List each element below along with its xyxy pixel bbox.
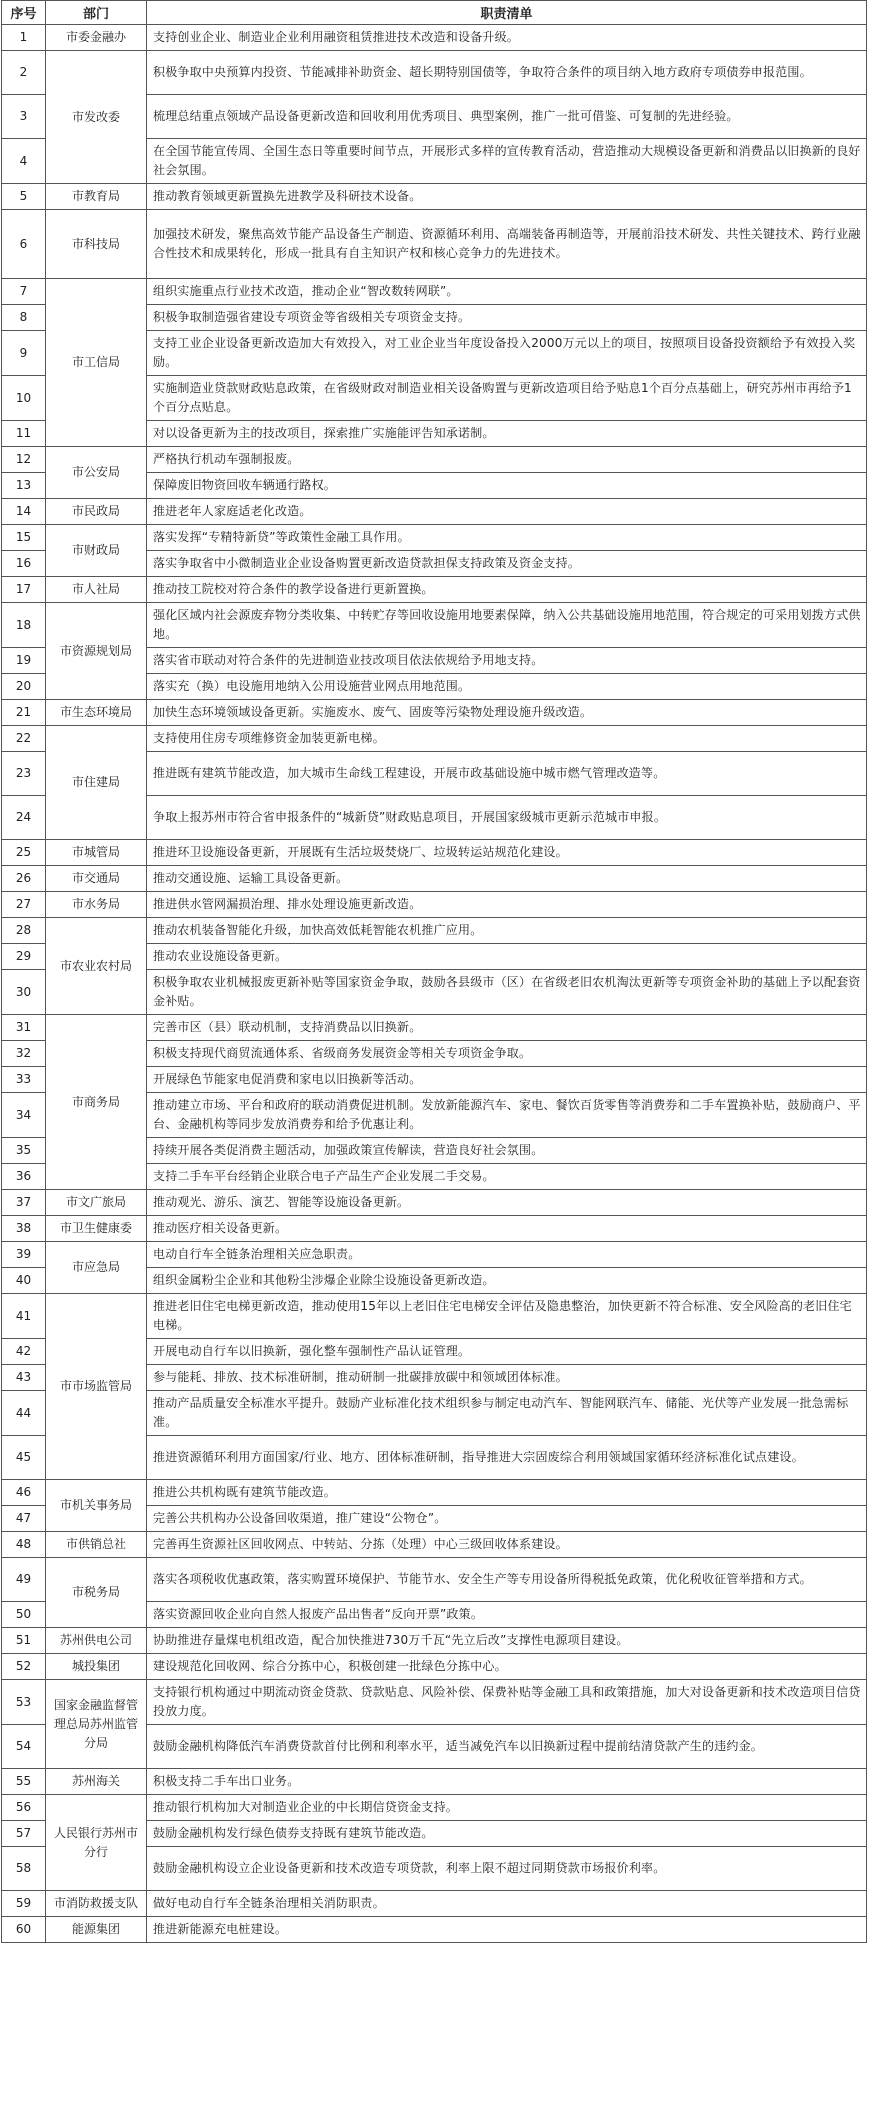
row-number: 11 <box>2 421 46 447</box>
table-row <box>2 1480 867 1506</box>
table-row <box>2 840 867 866</box>
duty-description: 对以设备更新为主的技改项目，探索推广实施能评告知承诺制。 <box>147 421 867 447</box>
row-number: 20 <box>2 674 46 700</box>
duty-description: 积极争取农业机械报废更新补贴等国家资金争取，鼓励各县级市（区）在省级老旧农机淘汰更新等专项资金补助的基础上予以配套资金补贴。 <box>147 970 867 1015</box>
duty-description: 加强技术研发，聚焦高效节能产品设备生产制造、资源循环利用、高端装备再制造等，开展前沿技术研发、共性关键技术、跨行业融合性技术和成果转化，形成一批具有自主知识产权和核心竞争力的先进技术。 <box>147 210 867 279</box>
row-number: 38 <box>2 1216 46 1242</box>
table-row <box>2 1795 867 1821</box>
department-cell: 苏州供电公司 <box>46 1628 147 1654</box>
table-row <box>2 866 867 892</box>
row-number: 57 <box>2 1821 46 1847</box>
row-number: 31 <box>2 1015 46 1041</box>
row-number: 47 <box>2 1506 46 1532</box>
row-number: 43 <box>2 1365 46 1391</box>
table-row <box>2 892 867 918</box>
table-row <box>2 25 867 51</box>
row-number: 25 <box>2 840 46 866</box>
department-cell: 市供销总社 <box>46 1532 147 1558</box>
row-number: 18 <box>2 603 46 648</box>
duty-description: 推动产品质量安全标准水平提升。鼓励产业标准化技术组织参与制定电动汽车、智能网联汽车、储能、光伏等产业发展一批急需标准。 <box>147 1391 867 1436</box>
row-number: 24 <box>2 796 46 840</box>
row-number: 49 <box>2 1558 46 1602</box>
duty-description: 推进资源循环利用方面国家/行业、地方、团体标准研制，指导推进大宗固废综合利用领域国家循环经济标准化试点建设。 <box>147 1436 867 1480</box>
table-row <box>2 1917 867 1943</box>
duty-description: 支持工业企业设备更新改造加大有效投入，对工业企业当年度设备投入2000万元以上的项目，按照项目设备投资额给予有效投入奖励。 <box>147 331 867 376</box>
table-row <box>2 1216 867 1242</box>
department-cell: 市民政局 <box>46 499 147 525</box>
row-number: 23 <box>2 752 46 796</box>
table-row <box>2 603 867 648</box>
duty-description: 推进环卫设施设备更新，开展既有生活垃圾焚烧厂、垃圾转运站规范化建设。 <box>147 840 867 866</box>
table-row <box>2 1242 867 1268</box>
row-number: 21 <box>2 700 46 726</box>
duty-description: 落实省市联动对符合条件的先进制造业技改项目依法依规给予用地支持。 <box>147 648 867 674</box>
duty-description: 组织实施重点行业技术改造，推动企业“智改数转网联”。 <box>147 279 867 305</box>
table-row <box>2 918 867 944</box>
row-number: 37 <box>2 1190 46 1216</box>
duty-description: 建设规范化回收网、综合分拣中心，积极创建一批绿色分拣中心。 <box>147 1654 867 1680</box>
row-number: 7 <box>2 279 46 305</box>
duty-description: 加快生态环境领域设备更新。实施废水、废气、固废等污染物处理设施升级改造。 <box>147 700 867 726</box>
row-number: 15 <box>2 525 46 551</box>
department-cell: 市财政局 <box>46 525 147 577</box>
department-cell: 市机关事务局 <box>46 1480 147 1532</box>
duty-description: 推动技工院校对符合条件的教学设备进行更新置换。 <box>147 577 867 603</box>
duty-description: 落实资源回收企业向自然人报废产品出售者“反向开票”政策。 <box>147 1602 867 1628</box>
duty-description: 推动建立市场、平台和政府的联动消费促进机制。发放新能源汽车、家电、餐饮百货零售等消费券和二手车置换补贴，鼓励商户、平台、金融机构等同步发放消费券和给予优惠让利。 <box>147 1093 867 1138</box>
table-row <box>2 1891 867 1917</box>
department-cell: 市委金融办 <box>46 25 147 51</box>
table-row <box>2 700 867 726</box>
department-cell: 市交通局 <box>46 866 147 892</box>
table-body <box>2 25 867 1943</box>
row-number: 30 <box>2 970 46 1015</box>
row-number: 39 <box>2 1242 46 1268</box>
duty-description: 做好电动自行车全链条治理相关消防职责。 <box>147 1891 867 1917</box>
duty-description: 支持创业企业、制造业企业利用融资租赁推进技术改造和设备升级。 <box>147 25 867 51</box>
row-number: 3 <box>2 95 46 139</box>
table-row <box>2 1015 867 1041</box>
row-number: 16 <box>2 551 46 577</box>
department-cell: 苏州海关 <box>46 1769 147 1795</box>
row-number: 9 <box>2 331 46 376</box>
department-cell: 市农业农村局 <box>46 918 147 1015</box>
duty-description: 支持使用住房专项维修资金加装更新电梯。 <box>147 726 867 752</box>
duty-description: 落实充（换）电设施用地纳入公用设施营业网点用地范围。 <box>147 674 867 700</box>
duty-description: 落实发挥“专精特新贷”等政策性金融工具作用。 <box>147 525 867 551</box>
department-cell: 市消防救援支队 <box>46 1891 147 1917</box>
row-number: 17 <box>2 577 46 603</box>
table-row <box>2 447 867 473</box>
department-cell: 国家金融监督管理总局苏州监管分局 <box>46 1680 147 1769</box>
department-cell: 市水务局 <box>46 892 147 918</box>
row-number: 50 <box>2 1602 46 1628</box>
duty-description: 持续开展各类促消费主题活动，加强政策宣传解读，营造良好社会氛围。 <box>147 1138 867 1164</box>
table-row <box>2 1654 867 1680</box>
table-row <box>2 210 867 279</box>
table-row <box>2 1558 867 1602</box>
duty-description: 完善再生资源社区回收网点、中转站、分拣（处理）中心三级回收体系建设。 <box>147 1532 867 1558</box>
row-number: 14 <box>2 499 46 525</box>
row-number: 4 <box>2 139 46 184</box>
department-cell: 市住建局 <box>46 726 147 840</box>
table-row <box>2 525 867 551</box>
department-cell: 市市场监管局 <box>46 1294 147 1480</box>
duty-description: 电动自行车全链条治理相关应急职责。 <box>147 1242 867 1268</box>
row-number: 54 <box>2 1725 46 1769</box>
department-cell: 能源集团 <box>46 1917 147 1943</box>
department-cell: 市发改委 <box>46 51 147 184</box>
department-cell: 市工信局 <box>46 279 147 447</box>
responsibility-table <box>1 0 867 1943</box>
table-row <box>2 279 867 305</box>
duty-description: 推动农机装备智能化升级，加快高效低耗智能农机推广应用。 <box>147 918 867 944</box>
table-row <box>2 51 867 95</box>
row-number: 40 <box>2 1268 46 1294</box>
table-row <box>2 1294 867 1339</box>
row-number: 58 <box>2 1847 46 1891</box>
duty-description: 推动交通设施、运输工具设备更新。 <box>147 866 867 892</box>
table-row <box>2 1680 867 1725</box>
duty-description: 开展绿色节能家电促消费和家电以旧换新等活动。 <box>147 1067 867 1093</box>
row-number: 12 <box>2 447 46 473</box>
row-number: 34 <box>2 1093 46 1138</box>
row-number: 41 <box>2 1294 46 1339</box>
duty-description: 鼓励金融机构降低汽车消费贷款首付比例和利率水平，适当减免汽车以旧换新过程中提前结清贷款产生的违约金。 <box>147 1725 867 1769</box>
department-cell: 市教育局 <box>46 184 147 210</box>
duty-description: 推动观光、游乐、演艺、智能等设施设备更新。 <box>147 1190 867 1216</box>
row-number: 13 <box>2 473 46 499</box>
row-number: 55 <box>2 1769 46 1795</box>
row-number: 45 <box>2 1436 46 1480</box>
duty-description: 积极争取制造强省建设专项资金等省级相关专项资金支持。 <box>147 305 867 331</box>
duty-description: 推动农业设施设备更新。 <box>147 944 867 970</box>
duty-description: 推进老旧住宅电梯更新改造，推动使用15年以上老旧住宅电梯安全评估及隐患整治，加快更新不符合标准、安全风险高的老旧住宅电梯。 <box>147 1294 867 1339</box>
duty-description: 推动教育领域更新置换先进教学及科研技术设备。 <box>147 184 867 210</box>
row-number: 48 <box>2 1532 46 1558</box>
row-number: 52 <box>2 1654 46 1680</box>
row-number: 27 <box>2 892 46 918</box>
department-cell: 市卫生健康委 <box>46 1216 147 1242</box>
duty-description: 积极支持现代商贸流通体系、省级商务发展资金等相关专项资金争取。 <box>147 1041 867 1067</box>
table-row <box>2 1628 867 1654</box>
duty-description: 组织金属粉尘企业和其他粉尘涉爆企业除尘设施设备更新改造。 <box>147 1268 867 1294</box>
table-row <box>2 1532 867 1558</box>
department-cell: 市人社局 <box>46 577 147 603</box>
row-number: 33 <box>2 1067 46 1093</box>
row-number: 5 <box>2 184 46 210</box>
row-number: 28 <box>2 918 46 944</box>
department-cell: 市税务局 <box>46 1558 147 1628</box>
table-row <box>2 1190 867 1216</box>
duty-description: 推进老年人家庭适老化改造。 <box>147 499 867 525</box>
row-number: 26 <box>2 866 46 892</box>
duty-description: 落实争取省中小微制造业企业设备购置更新改造贷款担保支持政策及资金支持。 <box>147 551 867 577</box>
row-number: 22 <box>2 726 46 752</box>
duty-description: 完善公共机构办公设备回收渠道，推广建设“公物仓”。 <box>147 1506 867 1532</box>
row-number: 60 <box>2 1917 46 1943</box>
duty-description: 协助推进存量煤电机组改造，配合加快推进730万千瓦“先立后改”支撑性电源项目建设。 <box>147 1628 867 1654</box>
duty-description: 积极支持二手车出口业务。 <box>147 1769 867 1795</box>
duty-description: 推动银行机构加大对制造业企业的中长期信贷资金支持。 <box>147 1795 867 1821</box>
row-number: 29 <box>2 944 46 970</box>
department-cell: 市资源规划局 <box>46 603 147 700</box>
header-no: 序号 <box>2 1 46 25</box>
department-cell: 市公安局 <box>46 447 147 499</box>
department-cell: 市生态环境局 <box>46 700 147 726</box>
row-number: 59 <box>2 1891 46 1917</box>
row-number: 46 <box>2 1480 46 1506</box>
table-row <box>2 1769 867 1795</box>
duty-description: 鼓励金融机构设立企业设备更新和技术改造专项贷款，利率上限不超过同期贷款市场报价利率。 <box>147 1847 867 1891</box>
duty-description: 保障废旧物资回收车辆通行路权。 <box>147 473 867 499</box>
duty-description: 支持银行机构通过中期流动资金贷款、贷款贴息、风险补偿、保费补贴等金融工具和政策措施，加大对设备更新和技术改造项目信贷投放力度。 <box>147 1680 867 1725</box>
duty-description: 鼓励金融机构发行绿色债券支持既有建筑节能改造。 <box>147 1821 867 1847</box>
duty-description: 严格执行机动车强制报废。 <box>147 447 867 473</box>
duty-description: 推进公共机构既有建筑节能改造。 <box>147 1480 867 1506</box>
row-number: 51 <box>2 1628 46 1654</box>
header-dept: 部门 <box>46 1 147 25</box>
row-number: 42 <box>2 1339 46 1365</box>
row-number: 10 <box>2 376 46 421</box>
row-number: 35 <box>2 1138 46 1164</box>
duty-description: 推进既有建筑节能改造，加大城市生命线工程建设，开展市政基础设施中城市燃气管理改造等。 <box>147 752 867 796</box>
row-number: 6 <box>2 210 46 279</box>
duty-description: 争取上报苏州市符合省申报条件的“城新贷”财政贴息项目，开展国家级城市更新示范城市申报。 <box>147 796 867 840</box>
row-number: 32 <box>2 1041 46 1067</box>
duty-description: 在全国节能宣传周、全国生态日等重要时间节点，开展形式多样的宣传教育活动，营造推动大规模设备更新和消费品以旧换新的良好社会氛围。 <box>147 139 867 184</box>
department-cell: 市文广旅局 <box>46 1190 147 1216</box>
department-cell: 市商务局 <box>46 1015 147 1190</box>
header-duties: 职责清单 <box>147 1 867 25</box>
duty-description: 支持二手车平台经销企业联合电子产品生产企业发展二手交易。 <box>147 1164 867 1190</box>
row-number: 19 <box>2 648 46 674</box>
duty-description: 梳理总结重点领域产品设备更新改造和回收利用优秀项目、典型案例，推广一批可借鉴、可复制的先进经验。 <box>147 95 867 139</box>
duty-description: 推进新能源充电桩建设。 <box>147 1917 867 1943</box>
duty-description: 开展电动自行车以旧换新，强化整车强制性产品认证管理。 <box>147 1339 867 1365</box>
duty-description: 强化区域内社会源废弃物分类收集、中转贮存等回收设施用地要素保障，纳入公共基础设施用地范围，符合规定的可采用划拨方式供地。 <box>147 603 867 648</box>
header-row <box>2 1 867 25</box>
duty-description: 推进供水管网漏损治理、排水处理设施更新改造。 <box>147 892 867 918</box>
table-row <box>2 577 867 603</box>
duty-description: 推动医疗相关设备更新。 <box>147 1216 867 1242</box>
row-number: 56 <box>2 1795 46 1821</box>
duty-description: 参与能耗、排放、技术标准研制，推动研制一批碳排放碳中和领域团体标准。 <box>147 1365 867 1391</box>
department-cell: 城投集团 <box>46 1654 147 1680</box>
duty-description: 完善市区（县）联动机制，支持消费品以旧换新。 <box>147 1015 867 1041</box>
duty-description: 积极争取中央预算内投资、节能减排补助资金、超长期特别国债等，争取符合条件的项目纳入地方政府专项债券申报范围。 <box>147 51 867 95</box>
department-cell: 市应急局 <box>46 1242 147 1294</box>
row-number: 36 <box>2 1164 46 1190</box>
row-number: 53 <box>2 1680 46 1725</box>
duty-description: 落实各项税收优惠政策，落实购置环境保护、节能节水、安全生产等专用设备所得税抵免政策，优化税收征管举措和方式。 <box>147 1558 867 1602</box>
department-cell: 市城管局 <box>46 840 147 866</box>
duty-description: 实施制造业贷款财政贴息政策，在省级财政对制造业相关设备购置与更新改造项目给予贴息1个百分点基础上，研究苏州市再给予1个百分点贴息。 <box>147 376 867 421</box>
table-row <box>2 184 867 210</box>
row-number: 1 <box>2 25 46 51</box>
row-number: 8 <box>2 305 46 331</box>
department-cell: 市科技局 <box>46 210 147 279</box>
row-number: 44 <box>2 1391 46 1436</box>
row-number: 2 <box>2 51 46 95</box>
table-row <box>2 726 867 752</box>
department-cell: 人民银行苏州市分行 <box>46 1795 147 1891</box>
table-row <box>2 499 867 525</box>
